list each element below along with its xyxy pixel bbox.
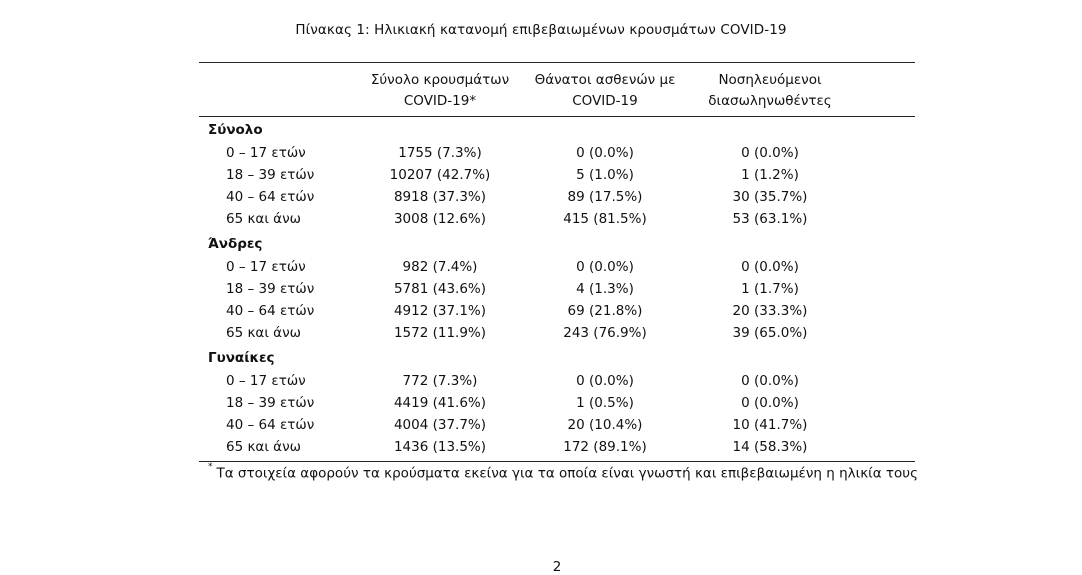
cases-value: 1755 (7.3%) [398,145,482,161]
table-caption: Πίνακας 1: Ηλικιακή κατανομή επιβεβαιωμένων κρουσμάτων COVID-19 [295,22,787,38]
table-row [0,303,1082,325]
deaths-value: 0 (0.0%) [576,373,634,389]
intubated-value: 53 (63.1%) [732,211,808,227]
table-row [0,373,1082,395]
age-group-label: 0 – 17 ετών [226,145,306,161]
column-header-line: διασωληνωθέντες [708,93,832,109]
deaths-value: 415 (81.5%) [563,211,647,227]
table-row [0,145,1082,167]
age-group-label: 65 και άνω [226,325,301,341]
table-row [0,417,1082,439]
page-number: 2 [552,559,562,575]
deaths-value: 243 (76.9%) [563,325,647,341]
table-row [0,395,1082,417]
deaths-value: 20 (10.4%) [567,417,643,433]
table-row [0,325,1082,347]
cases-value: 5781 (43.6%) [393,281,487,297]
cases-value: 4912 (37.1%) [393,303,487,319]
cases-value: 982 (7.4%) [402,259,478,275]
age-group-label: 0 – 17 ετών [226,373,306,389]
age-group-label: 40 – 64 ετών [226,417,315,433]
column-header-line: COVID-19 [572,93,638,109]
column-header-intubated [685,70,855,112]
column-header-deaths [520,70,690,112]
section-title-women: Γυναίκες [208,350,275,366]
intubated-value: 0 (0.0%) [741,373,799,389]
footnote-text: Τα στοιχεία αφορούν τα κρούσματα εκείνα για τα οποία είναι γνωστή και επιβεβαιωμένη η ηλικία τους [216,465,919,482]
section-title-men: Άνδρες [208,236,263,252]
column-header-line: Θάνατοι ασθενών με [534,72,676,88]
cases-value: 1572 (11.9%) [393,325,487,341]
table-top-rule [199,62,915,63]
deaths-value: 0 (0.0%) [576,259,634,275]
cases-value: 4004 (37.7%) [393,417,487,433]
intubated-value: 0 (0.0%) [741,395,799,411]
table-row [0,281,1082,303]
footnote-marker: * [208,462,213,472]
table-header-rule [199,116,915,117]
intubated-value: 10 (41.7%) [732,417,808,433]
column-header-line: Νοσηλευόμενοι [718,72,822,88]
cases-value: 10207 (42.7%) [389,167,491,183]
cases-value: 1436 (13.5%) [393,439,487,455]
column-header-line: Σύνολο κρουσμάτων [370,72,510,88]
cases-value: 3008 (12.6%) [393,211,487,227]
deaths-value: 172 (89.1%) [563,439,647,455]
age-group-label: 18 – 39 ετών [226,395,315,411]
deaths-value: 4 (1.3%) [576,281,634,297]
deaths-value: 0 (0.0%) [576,145,634,161]
table-row [0,439,1082,461]
intubated-value: 39 (65.0%) [732,325,808,341]
cases-value: 4419 (41.6%) [393,395,487,411]
deaths-value: 89 (17.5%) [567,189,643,205]
column-header-total-cases [355,70,525,112]
cases-value: 8918 (37.3%) [393,189,487,205]
age-group-label: 18 – 39 ετών [226,167,315,183]
intubated-value: 20 (33.3%) [732,303,808,319]
table-footnote [208,462,919,482]
cases-value: 772 (7.3%) [402,373,478,389]
intubated-value: 30 (35.7%) [732,189,808,205]
age-group-label: 65 και άνω [226,211,301,227]
intubated-value: 14 (58.3%) [732,439,808,455]
deaths-value: 69 (21.8%) [567,303,643,319]
age-group-label: 65 και άνω [226,439,301,455]
age-group-label: 18 – 39 ετών [226,281,315,297]
section-title-total: Σύνολο [208,122,263,138]
column-header-line: COVID-19* [403,93,477,109]
deaths-value: 5 (1.0%) [576,167,634,183]
age-group-label: 40 – 64 ετών [226,303,315,319]
age-group-label: 40 – 64 ετών [226,189,315,205]
table-bottom-rule [199,461,915,462]
age-group-label: 0 – 17 ετών [226,259,306,275]
table-row [0,167,1082,189]
table-row [0,211,1082,233]
intubated-value: 0 (0.0%) [741,259,799,275]
intubated-value: 1 (1.2%) [741,167,799,183]
deaths-value: 1 (0.5%) [576,395,634,411]
table-row [0,189,1082,211]
table-row [0,259,1082,281]
intubated-value: 1 (1.7%) [741,281,799,297]
intubated-value: 0 (0.0%) [741,145,799,161]
